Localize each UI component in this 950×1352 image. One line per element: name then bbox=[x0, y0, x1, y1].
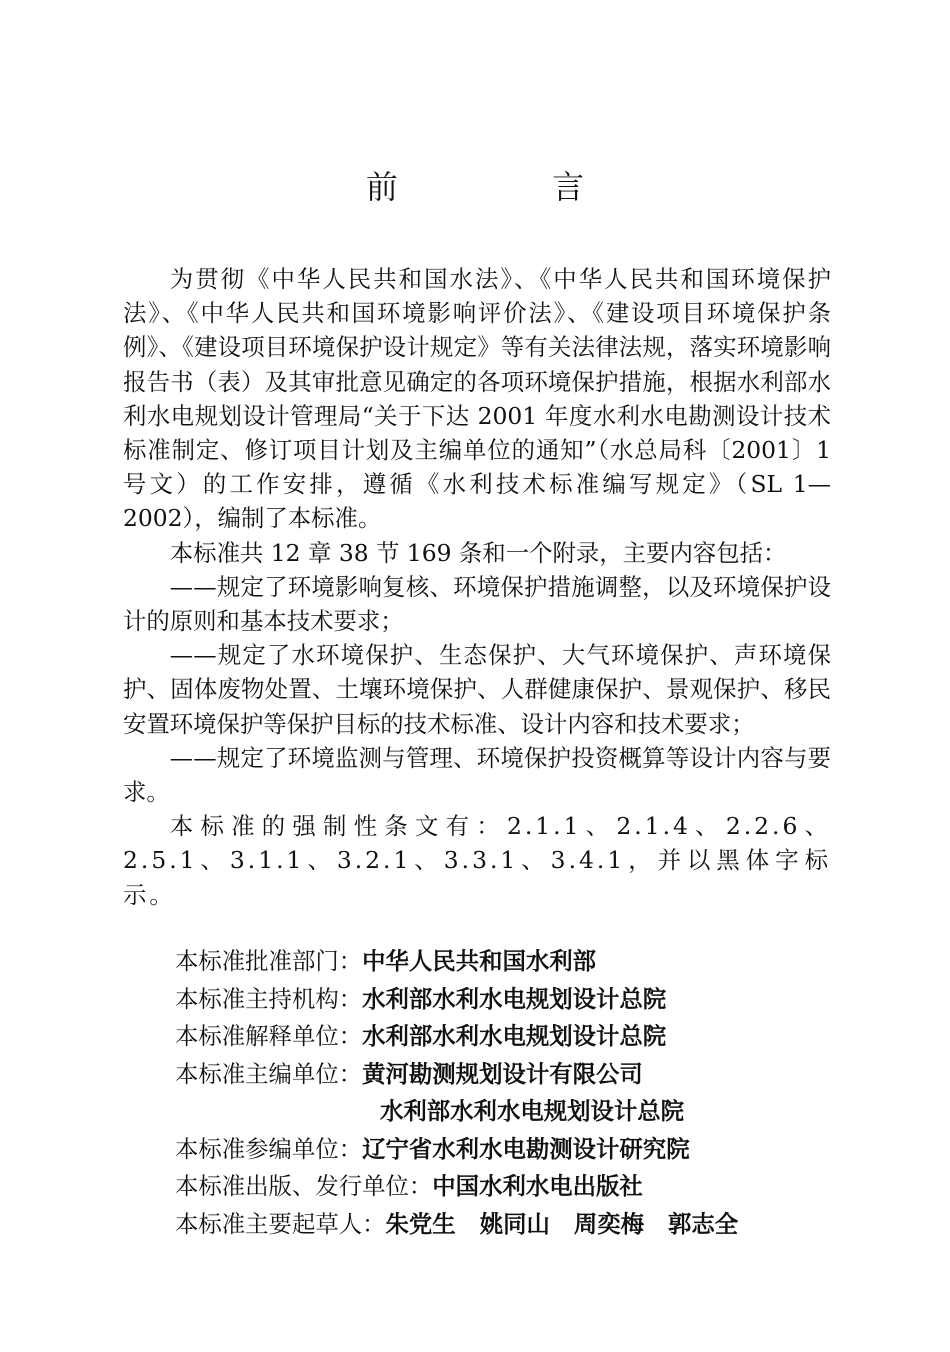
paragraph-item-2: ——规定了水环境保护、生态保护、大气环境保护、声环境保护、固体废物处置、土壤环境保护、人群健康保护、景观保护、移民安置环境保护等保护目标的技术标准、设计内容和技术要求； bbox=[123, 641, 831, 738]
interpret-row bbox=[175, 1018, 831, 1056]
drafter-name: 郭志全 bbox=[668, 1209, 739, 1238]
interpret-label: 本标准解释单位： bbox=[175, 1022, 363, 1050]
paragraph-structure: 本标准共 12 章 38 节 169 条和一个附录，主要内容包括： bbox=[169, 538, 787, 567]
publisher-label: 本标准出版、发行单位： bbox=[175, 1172, 433, 1200]
interpret-value: 水利部水利水电规划设计总院 bbox=[362, 1022, 667, 1050]
drafter-name: 朱党生 bbox=[385, 1209, 456, 1238]
page-title: 前 言 bbox=[365, 168, 657, 206]
publisher-value: 中国水利水电出版社 bbox=[432, 1172, 643, 1200]
chief-value-2: 水利部水利水电规划设计总院 bbox=[380, 1097, 685, 1125]
drafter-name: 周奕梅 bbox=[573, 1209, 645, 1238]
standard-info bbox=[175, 943, 831, 1243]
drafters-row bbox=[175, 1206, 831, 1244]
participate-label: 本标准参编单位： bbox=[175, 1134, 363, 1163]
approval-value: 中华人民共和国水利部 bbox=[362, 947, 597, 975]
preface-body bbox=[123, 262, 831, 912]
drafters-label: 本标准主要起草人： bbox=[175, 1209, 386, 1238]
paragraph-item-3: ——规定了环境监测与管理、环境保护投资概算等设计内容与要求。 bbox=[123, 743, 831, 807]
chief-row-continued bbox=[175, 1093, 831, 1131]
paragraph-item-1: ——规定了环境影响复核、环境保护措施调整，以及环境保护设计的原则和基本技术要求； bbox=[123, 572, 831, 636]
chief-label: 本标准主编单位： bbox=[175, 1059, 363, 1088]
chief-value-1: 黄河勘测规划设计有限公司 bbox=[362, 1059, 643, 1088]
host-row bbox=[175, 981, 831, 1019]
approval-row bbox=[175, 943, 831, 981]
participate-value: 辽宁省水利水电勘测设计研究院 bbox=[362, 1134, 690, 1163]
publisher-row bbox=[175, 1168, 831, 1206]
paragraph-mandatory: 本标准的强制性条文有：2.1.1、2.1.4、2.2.6、2.5.1、3.1.1、3.2.1、3.3.1、3.4.1，并以黑体字标示。 bbox=[123, 812, 831, 909]
drafter-name: 姚同山 bbox=[479, 1209, 550, 1238]
participate-row bbox=[175, 1131, 831, 1169]
host-value: 水利部水利水电规划设计总院 bbox=[362, 984, 667, 1013]
approval-label: 本标准批准部门： bbox=[175, 947, 363, 975]
host-label: 本标准主持机构： bbox=[175, 984, 363, 1013]
paragraph-purpose: 为贯彻《中华人民共和国水法》、《中华人民共和国环境保护法》、《中华人民共和国环境影响评价法》、《建设项目环境保护条例》、《建设项目环境保护设计规定》等有关法律法规，落实环境影响报告书（表）及其审批意见确定的各项环境保护措施，根据水利部水利水电规划设计管理局“关于下达 2001 年度水利水电勘测设计技术标准制定、修订项目计划及主编单位的通知”（水总局科〔2001〕1 号文）的工作安排，遵循《水利技术标准编写规定》（SL 1—2002），编制了本标准。 bbox=[123, 265, 831, 533]
chief-row bbox=[175, 1056, 831, 1094]
